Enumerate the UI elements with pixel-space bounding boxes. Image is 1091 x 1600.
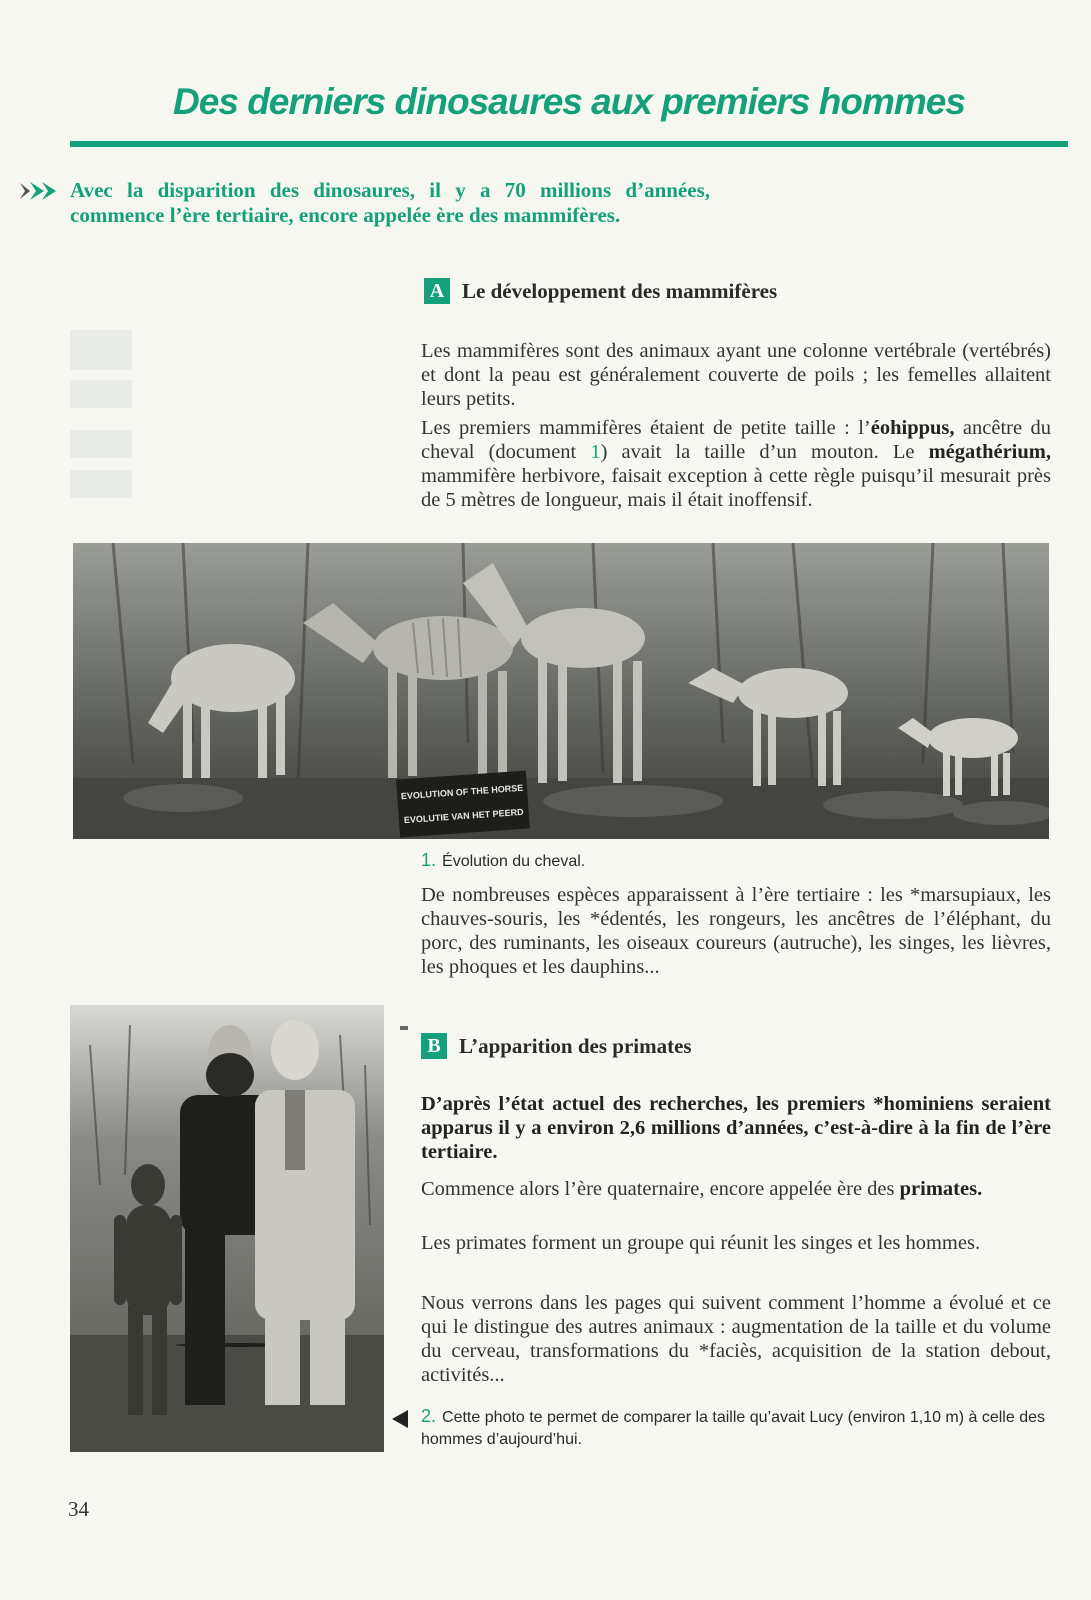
section-a-heading (424, 278, 777, 304)
paragraph-bold: D’après l’état actuel des recherches, les premiers *hominiens seraient apparus il y a environ 2,6 millions d’années, c’est-à-dire à la fin de l’ère tertiaire. (421, 1093, 1051, 1163)
bleed-through-block (70, 380, 132, 408)
intro-text: Avec la disparition des dinosaures, il y a 70 millions d’années, commence l’ère tertiaire, encore appelée ère des mammifères. (70, 178, 710, 227)
bleed-through-block (70, 470, 132, 498)
paragraph (421, 1177, 1051, 1201)
page-title: Des derniers dinosaures aux premiers hommes (173, 81, 965, 122)
bleed-through-block (70, 430, 132, 458)
text-run: Commence alors l’ère quaternaire, encore appelée ère des (421, 1178, 900, 1200)
paragraph: Les mammifères sont des animaux ayant une colonne vertébrale (vertébrés) et dont la peau est généralement couverte de poils ; les femelles allaitent leurs petits. (421, 340, 1051, 410)
figure-number: 1. (421, 850, 437, 870)
bold-term: primates. (899, 1178, 983, 1200)
text-run: ) avait la taille d’un mouton. Le (600, 441, 929, 463)
bold-term: mégathérium, (928, 441, 1051, 463)
scan-mark (400, 1026, 408, 1030)
lucy-comparison-photo (70, 1005, 384, 1452)
section-heading-text: L’apparition des primates (459, 1033, 692, 1058)
section-heading-text: Le développement des mammifères (462, 278, 778, 303)
museum-sign-line1: EVOLUTION OF THE HORSE (400, 782, 524, 802)
section-badge: A (424, 278, 450, 304)
figure-2-caption (421, 1405, 1051, 1451)
bold-term: éohippus, (870, 417, 955, 439)
figure-1-caption (421, 849, 1041, 873)
paragraph: De nombreuses espèces apparaissent à l’ère tertiaire : les *marsupiaux, les chauves-souris, les *édentés, les rongeurs, les ancêtres de l’éléphant, du porc, des ruminants, les oiseaux coureurs (autruche), les singes, les lièvres, les phoques et les dauphins... (421, 884, 1051, 978)
paragraph: Les primates forment un groupe qui réunit les singes et les hommes. (421, 1232, 981, 1254)
text-run: mammifère herbivore, faisait exception à cette règle puisqu’il mesurait près de 5 mètres de longueur, mais il était inoffensif. (421, 465, 1051, 511)
paragraph: Nous verrons dans les pages qui suivent comment l’homme a évolué et ce qui le distingue des autres animaux : augmentation de la taille et du volume du cerveau, transformations du *faciès, acquisition de la station debout, activités... (421, 1292, 1051, 1386)
museum-sign-line2: EVOLUTIE VAN HET PEERD (403, 806, 524, 826)
pointer-arrow-icon (392, 1410, 408, 1428)
figure-number: 2. (421, 1406, 437, 1426)
document-reference: 1 (590, 441, 601, 463)
caption-text: Évolution du cheval. (442, 853, 586, 870)
horse-evolution-photo (73, 543, 1049, 839)
text-run: ancêtre du cheval (document (421, 417, 1051, 463)
double-chevron-icon (18, 180, 58, 202)
caption-text: Cette photo te permet de comparer la taille qu’avait Lucy (environ 1,10 m) à celle des hommes d’aujourd’hui. (421, 1409, 1045, 1448)
section-b-heading (421, 1033, 692, 1059)
section-badge: B (421, 1033, 447, 1059)
title-rule (70, 141, 1068, 147)
page-number: 34 (68, 1497, 89, 1521)
text-run: Les premiers mammifères étaient de petite taille : l’ (421, 417, 871, 439)
paragraph (421, 416, 1051, 512)
bleed-through-block (70, 330, 132, 370)
